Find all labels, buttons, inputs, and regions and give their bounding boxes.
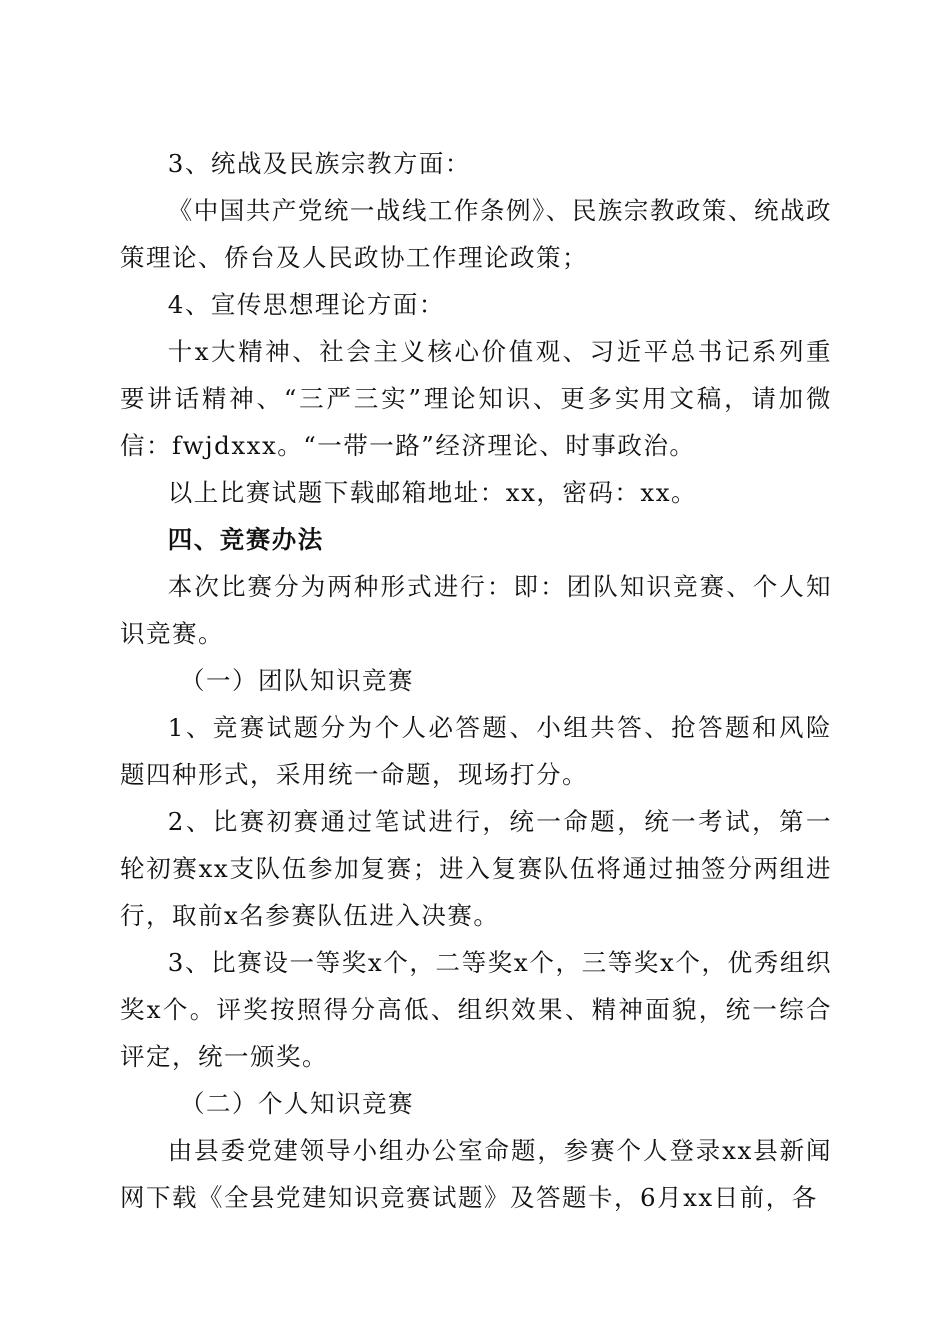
team-rule-2: 2、比赛初赛通过笔试进行，统一命题，统一考试，第一轮初赛xx支队伍参加复赛；进入复赛队伍将通过抽签分两组进行，取前x名参赛队伍进入决赛。 (120, 807, 832, 930)
subheading-team-competition: （一）团队知识竞赛 (180, 666, 415, 695)
document-body (120, 140, 832, 1221)
download-info: 以上比赛试题下载邮箱地址：xx，密码：xx。 (167, 478, 698, 507)
team-rule-3: 3、比赛设一等奖x个，二等奖x个，三等奖x个，优秀组织奖x个。评奖按照得分高低、组织效果、精神面貌，统一综合评定，统一颁奖。 (120, 948, 832, 1071)
subheading-individual-competition: （二）个人知识竞赛 (180, 1089, 415, 1118)
individual-rule: 由县委党建领导小组办公室命题，参赛个人登录xx县新闻网下载《全县党建知识竞赛试题》及答题卡，6月xx日前，各 (120, 1136, 832, 1212)
team-rule-1: 1、竞赛试题分为个人必答题、小组共答、抢答题和风险题四种形式，采用统一命题，现场打分。 (120, 713, 832, 789)
competition-forms: 本次比赛分为两种形式进行：即：团队知识竞赛、个人知识竞赛。 (120, 572, 832, 648)
section-heading-competition-method: 四、竞赛办法 (167, 525, 324, 554)
section-item-4-title: 4、宣传思想理论方面： (167, 290, 445, 319)
section-item-3-body: 《中国共产党统一战线工作条例》、民族宗教政策、统战政策理论、侨台及人民政协工作理论政策； (120, 196, 832, 272)
section-item-4-body: 十x大精神、社会主义核心价值观、习近平总书记系列重要讲话精神、“三严三实”理论知识、更多实用文稿，请加微信：fwjdxxx。“一带一路”经济理论、时事政治。 (120, 337, 832, 460)
section-item-3-title: 3、统战及民族宗教方面： (167, 149, 471, 178)
